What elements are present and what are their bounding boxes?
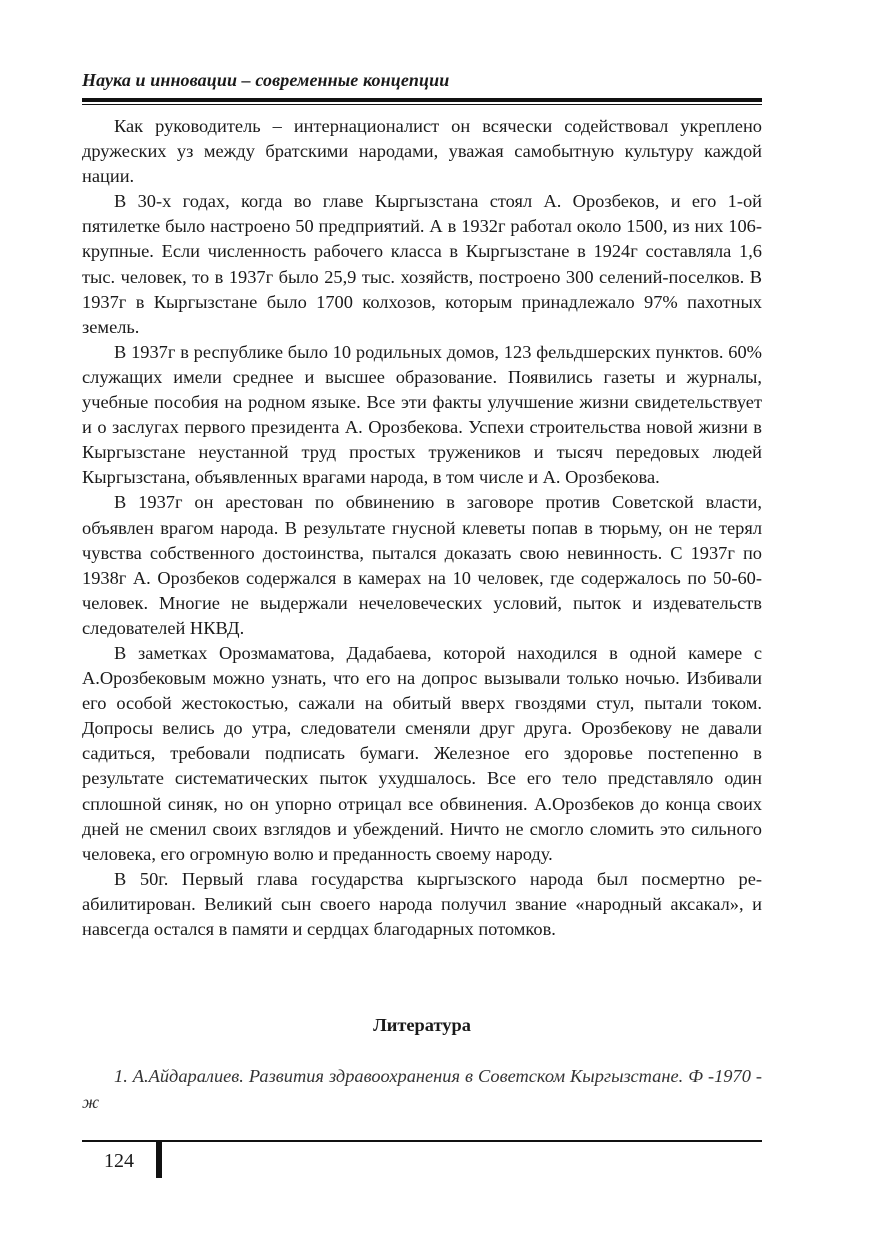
footer-rule [82,1140,762,1142]
journal-title: Наука и инновации – современные концепции [82,70,450,90]
running-header [82,68,762,105]
footer-vertical-bar [156,1142,162,1178]
references-heading: Литература [373,1015,471,1035]
paragraph-6: В 50г. Первый глава государства кыргызского народа был посмертно реабилитирован. Великий сын своего народа получил звание «народный аксакал», и навсегда остался в памяти и сердцах благодарных потомков. [82,868,762,939]
paragraph-2: В 30-х годах, когда во главе Кыргызстана стоял А. Орозбеков, и его 1-ой пятилетке было настроено 50 предприятий. А в 1932г работал около 1500, из них 106-крупные. Если численность рабочего класса в Кыргызстане в 1924г составляла 1,6 тыс. человек, то в 1937г было 25,9 тыс. хозяйств, построено 300 селений-поселков. В 1937г в Кыргызстане было 1700 колхозов, которым принадлежало 97% пахотных земель. [82,191,762,337]
header-rule-thin [82,104,762,105]
paragraph-1: Как руководитель – интернационалист он всячески содействовал укреплено дружеских уз между братскими народами, уважая самобытную культуру каждой нации. [82,116,762,187]
paragraph-5: В заметках Орозмаматова, Дадабаева, которой находился в одной камере с А.Орозбековым можно узнать, что его на допрос вызывали только ночью. Избивали его особой жестокостью, сажали на обитый вверх гвоздями стул, пытали током. Допросы велись до утра, следователи сменяли друг друга. Орозбекову не давали садиться, требовали подписать бумаги. Железное его здоровье постепенно в результате систематических пыток ухудшалось. Все его тело представляло один сплошной синяк, но он упорно отрицал все обвинения. А.Орозбеков до конца своих дней не сменил своих взглядов и убеждений. Ничто не смогло сломить это сильного человека, его огромную волю и преданность своему народу. [82,642,762,864]
article-body [82,114,762,942]
references-list [82,1063,762,1115]
header-rule-thick [82,98,762,102]
paragraph-3: В 1937г в республике было 10 родильных домов, 123 фельдшерских пунктов. 60% служащих имели среднее и высшее образование. Появились газеты и журналы, учебные пособия на родном языке. Все эти факты улучшение жизни свидетельствует и о заслугах первого президента А. Орозбекова. Успехи строительства новой жизни в Кыргызстане неустанной труд простых тружеников и тысяч передовых людей Кыргызстана, объявленных врагами народа, в том числе и А. Орозбекова. [82,341,762,488]
reference-item-1: 1. А.Айдаралиев. Развития здравоохранения в Советском Кыргызстане. Ф -1970 - ж [82,1066,762,1112]
paragraph-4: В 1937г он арестован по обвинению в заговоре против Советской власти, объявлен врагом народа. В результате гнусной клеветы попав в тюрьму, он не терял чувства собственного достоинства, пытался доказать свою невинность. С 1937г по 1938г А. Орозбеков содержался в камерах на 10 человек, где содержалось по 50-60- человек. Многие не выдержали нечеловеческих условий, пыток и издевательств следователей НКВД. [82,492,762,638]
page-number: 124 [104,1150,134,1172]
